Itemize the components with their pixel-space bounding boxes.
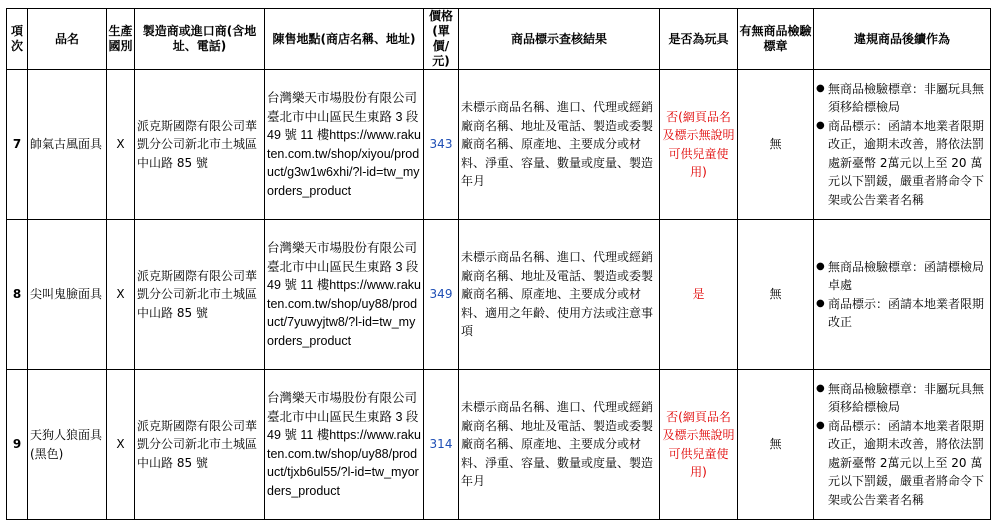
row-idx: 8 (7, 220, 28, 370)
row-price: 343 (424, 70, 459, 220)
row-price: 349 (424, 220, 459, 370)
table-row (7, 220, 991, 370)
row-label-result: 未標示商品名稱、進口、代理或經銷廠商名稱、地址及電話、製造或委製廠商名稱、原產地、主要成分或材料、淨重、容量、數量或度量、製造年月 (459, 70, 660, 220)
row-origin: X (107, 220, 135, 370)
row-label-result: 未標示商品名稱、進口、代理或經銷廠商名稱、地址及電話、製造或委製廠商名稱、原產地、主要成分或材料、淨重、容量、數量或度量、製造年月 (459, 370, 660, 520)
header-store: 陳售地點(商店名稱、地址) (265, 9, 424, 70)
followup-item: ● 商品標示：函請本地業者限期改正，逾期未改善，將依法罰處新臺幣 2萬元以上至 20 萬元以下罰鍰，嚴重者將命令下架或公告業者名稱 (816, 417, 988, 510)
followup-item: ● 無商品檢驗標章：函請標檢局卓處 (816, 258, 988, 295)
row-store: 台灣樂天市場股份有限公司臺北市中山區民生東路 3 段 49 號 11 樓https://www.rakuten.com.tw/shop/uy88/product/tjxb6ul55/?l-id=tw_myorders_product (265, 370, 424, 520)
row-is-toy: 是 (660, 220, 738, 370)
header-maker: 製造商或進口商(含地址、電話) (135, 9, 265, 70)
row-followup (814, 220, 991, 370)
row-product-name: 天狗人狼面具(黑色) (28, 370, 107, 520)
row-is-toy: 否(網頁品名及標示無說明可供兒童使用) (660, 70, 738, 220)
followup-item: ● 無商品檢驗標章：非屬玩具無須移給標檢局 (816, 80, 988, 117)
header-followup: 違規商品後續作為 (814, 9, 991, 70)
table-row (7, 370, 991, 520)
header-is-toy: 是否為玩具 (660, 9, 738, 70)
row-origin: X (107, 370, 135, 520)
row-inspection-mark: 無 (738, 70, 814, 220)
row-idx: 9 (7, 370, 28, 520)
row-label-result: 未標示商品名稱、進口、代理或經銷廠商名稱、地址及電話、製造或委製廠商名稱、原產地、主要成分或材料、適用之年齡、使用方法或注意事項 (459, 220, 660, 370)
row-followup (814, 370, 991, 520)
row-product-name: 帥氣古風面具 (28, 70, 107, 220)
followup-item: ● 商品標示：函請本地業者限期改正，逾期未改善，將依法罰處新臺幣 2萬元以上至 20 萬元以下罰鍰，嚴重者將命令下架或公告業者名稱 (816, 117, 988, 210)
row-origin: X (107, 70, 135, 220)
row-inspection-mark: 無 (738, 220, 814, 370)
row-followup (814, 70, 991, 220)
header-row (7, 9, 991, 70)
row-maker: 派克斯國際有限公司華凱分公司新北市土城區中山路 85 號 (135, 70, 265, 220)
header-idx: 項次 (7, 9, 28, 70)
header-origin: 生產國別 (107, 9, 135, 70)
header-name: 品名 (28, 9, 107, 70)
row-product-name: 尖叫鬼臉面具 (28, 220, 107, 370)
row-store: 台灣樂天市場股份有限公司臺北市中山區民生東路 3 段 49 號 11 樓https://www.rakuten.com.tw/shop/uy88/product/7yuwyjtw8/?l-id=tw_myorders_product (265, 220, 424, 370)
row-maker: 派克斯國際有限公司華凱分公司新北市土城區中山路 85 號 (135, 370, 265, 520)
row-is-toy: 否(網頁品名及標示無說明可供兒童使用) (660, 370, 738, 520)
row-idx: 7 (7, 70, 28, 220)
followup-item: ● 商品標示：函請本地業者限期改正 (816, 295, 988, 332)
header-inspection-mark: 有無商品檢驗標章 (738, 9, 814, 70)
header-label-result: 商品標示查核結果 (459, 9, 660, 70)
header-price: 價格(單價/元) (424, 9, 459, 70)
inspection-table (6, 8, 991, 520)
followup-item: ● 無商品檢驗標章：非屬玩具無須移給標檢局 (816, 380, 988, 417)
row-price: 314 (424, 370, 459, 520)
row-inspection-mark: 無 (738, 370, 814, 520)
row-maker: 派克斯國際有限公司華凱分公司新北市土城區中山路 85 號 (135, 220, 265, 370)
table-row (7, 70, 991, 220)
row-store: 台灣樂天市場股份有限公司臺北市中山區民生東路 3 段 49 號 11 樓https://www.rakuten.com.tw/shop/xiyou/product/g3w1w6xhi/?l-id=tw_myorders_product (265, 70, 424, 220)
